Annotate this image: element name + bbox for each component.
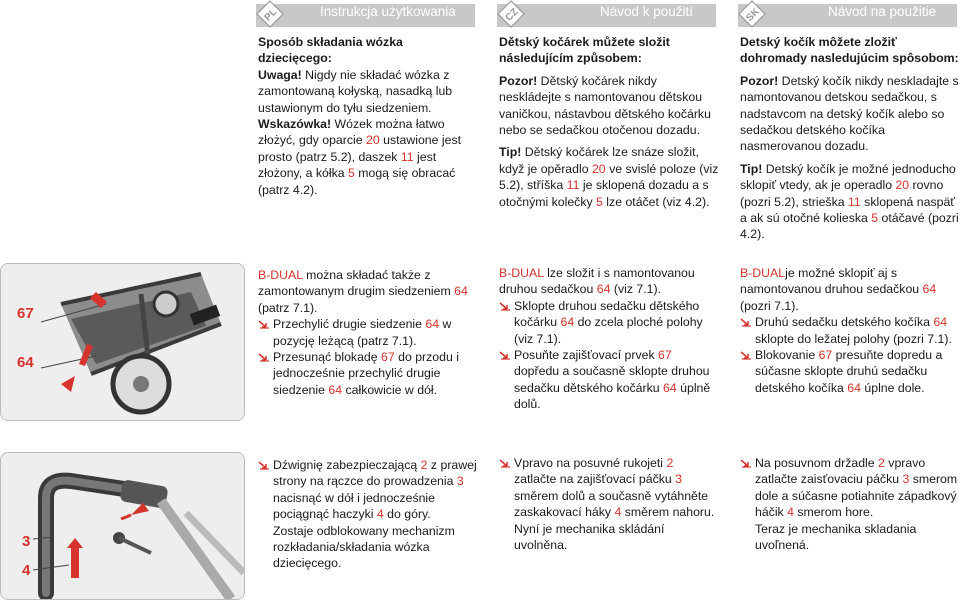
- pl-section3: [258, 457, 478, 572]
- figure1-label-67: 67: [17, 305, 34, 322]
- header-title-pl: Instrukcja użytkowania: [320, 4, 456, 19]
- figure-stroller-second-seat: [0, 263, 245, 421]
- step-arrow-icon: [258, 319, 270, 329]
- figure1-label-64: 64: [17, 354, 34, 371]
- step-arrow-icon: [258, 460, 270, 470]
- pl-section2: [258, 267, 478, 398]
- step-arrow-icon: [740, 458, 752, 468]
- figure2-label-4: 4: [22, 562, 31, 579]
- step-arrow-icon: [499, 350, 511, 360]
- cz-s1-warning: Pozor! Dětský kočárek nikdy neskládejte s namontovanou dětskou vaničkou, nástavbou dětského kočárku nebo se sedačkou otočenou dozadu.: [499, 73, 711, 138]
- cz-s1-tip: Tip! Dětský kočárek lze snáze složit, když je opěradlo 20 ve svislé poloze (viz 5.2), stříška 11 je sklopená dozadu a s otočnými kolečky 5 lze otáčet (viz 4.2).: [499, 145, 719, 209]
- cz-s2-step1: Sklopte druhou sedačku dětského kočárku 64 do zcela ploché polohy (viz 7.1).: [499, 298, 719, 347]
- pl-s1-title: Sposób składania wózka dziecięcego:: [258, 35, 403, 66]
- cz-section2: [499, 265, 719, 413]
- header-title-sk: Návod na použitie: [828, 4, 937, 19]
- sk-s2-intro: B-DUALje možné sklopiť aj s namontovanou druhou sedačkou 64 (pozri 7.1).: [740, 266, 937, 313]
- pl-s2-intro: B-DUAL można składać także z zamontowanym drugim siedzeniem 64 (patrz 7.1).: [258, 268, 468, 315]
- cz-section3: [499, 455, 719, 553]
- sk-s3-note: Teraz je mechanika skladania uvoľnená.: [755, 521, 917, 553]
- language-badge-cz: [497, 0, 525, 28]
- sk-s1-warning: Pozor! Detský kočík nikdy neskladajte s namontovanou detskou sedačkou, s nadstavcom na detský kočík alebo so sedačkou detského kočíka nasmerovanou dozadu.: [740, 73, 959, 154]
- sk-section3: [740, 455, 960, 553]
- pl-s2-step1: Przechylić drugie siedzenie 64 w pozycję leżącą (patrz 7.1).: [258, 316, 478, 349]
- cz-section1: [499, 34, 719, 210]
- pl-s3-note: Zostaje odblokowany mechanizm rozkładania/składania wózka dziecięcego.: [273, 523, 455, 571]
- stroller-seat-illustration: [1, 264, 244, 420]
- svg-text:CZ: CZ: [503, 6, 521, 24]
- pl-section1: [258, 34, 478, 198]
- sk-section1: [740, 34, 960, 243]
- svg-text:PL: PL: [262, 6, 280, 24]
- pl-s1-warning: Uwaga! Nigdy nie składać wózka z zamontowaną kołyską, nasadką lub ustawionym do tyłu siedzeniem.: [258, 67, 453, 115]
- step-arrow-icon: [740, 350, 752, 360]
- language-badge-pl: [256, 0, 284, 28]
- sk-s2-step2: Blokovanie 67 presuňte dopredu a súčasne sklopte druhú sedačku detského kočíka 64 úplne dole.: [740, 347, 960, 396]
- cz-s2-intro: B-DUAL lze složit i s namontovanou druhou sedačkou 64 (viz 7.1).: [499, 266, 695, 297]
- sk-s1-tip: Tip! Detský kočík je možné jednoducho sklopiť vtedy, ak je operadlo 20 rovno (pozri 5.2), strieška 11 sklopená naspäť a ak sú otočné kolieska 5 otáčavé (pozri 4.2).: [740, 161, 959, 242]
- language-badge-sk: [738, 0, 766, 28]
- figure-stroller-handle: [0, 452, 245, 600]
- stroller-handle-illustration: [1, 453, 244, 599]
- header-title-cz: Návod k použití: [600, 4, 694, 19]
- sk-s2-step1: Druhú sedačku detského kočíka 64 sklopte do ležatej polohy (pozri 7.1).: [740, 314, 960, 347]
- step-arrow-icon: [499, 301, 511, 311]
- pl-s1-tip: Wskazówka! Wózek można łatwo złożyć, gdy oparcie 20 ustawione jest prosto (patrz 5.2), daszek 11 jest złożony, a kółka 5 mogą się obracać (patrz 4.2).: [258, 117, 462, 197]
- sk-s1-title: Detský kočík môžete zložiť dohromady nasledujúcim spôsobom:: [740, 35, 959, 66]
- step-arrow-icon: [499, 458, 511, 468]
- cz-s3-note: Nyní je mechanika skládání uvolněna.: [514, 521, 665, 553]
- sk-section2: [740, 265, 960, 396]
- step-arrow-icon: [258, 352, 270, 362]
- cz-s2-step2: Posuňte zajišťovací prvek 67 dopředu a současně sklopte druhou sedačku dětského kočárku 64 úplně dolů.: [499, 347, 719, 413]
- figure2-label-3: 3: [22, 533, 31, 550]
- step-arrow-icon: [740, 317, 752, 327]
- sk-s3-step1: Na posuvnom držadle 2 vpravo zatlačte zaisťovaciu páčku 3 smerom dole a súčasne potiahnite západkový háčik 4 smerom hore.: [740, 455, 960, 521]
- cz-s1-title: Dětský kočárek můžete složit následujícím způsobem:: [499, 35, 670, 66]
- cz-s3-step1: Vpravo na posuvné rukojeti 2 zatlačte na zajišťovací páčku 3 směrem dolů a současně vytáhněte zaskakovací háky 4 směrem nahoru.: [499, 455, 719, 521]
- svg-text:SK: SK: [744, 6, 762, 24]
- pl-s3-step1: Dźwignię zabezpieczającą 2 z prawej strony na rączce do prowadzenia 3 nacisnąć w dół i jednocześnie pociągnąć haczyki 4 do góry.: [258, 457, 478, 523]
- pl-s2-step2: Przesunąć blokadę 67 do przodu i jednocześnie przechylić drugie siedzenie 64 całkowicie w dół.: [258, 349, 478, 398]
